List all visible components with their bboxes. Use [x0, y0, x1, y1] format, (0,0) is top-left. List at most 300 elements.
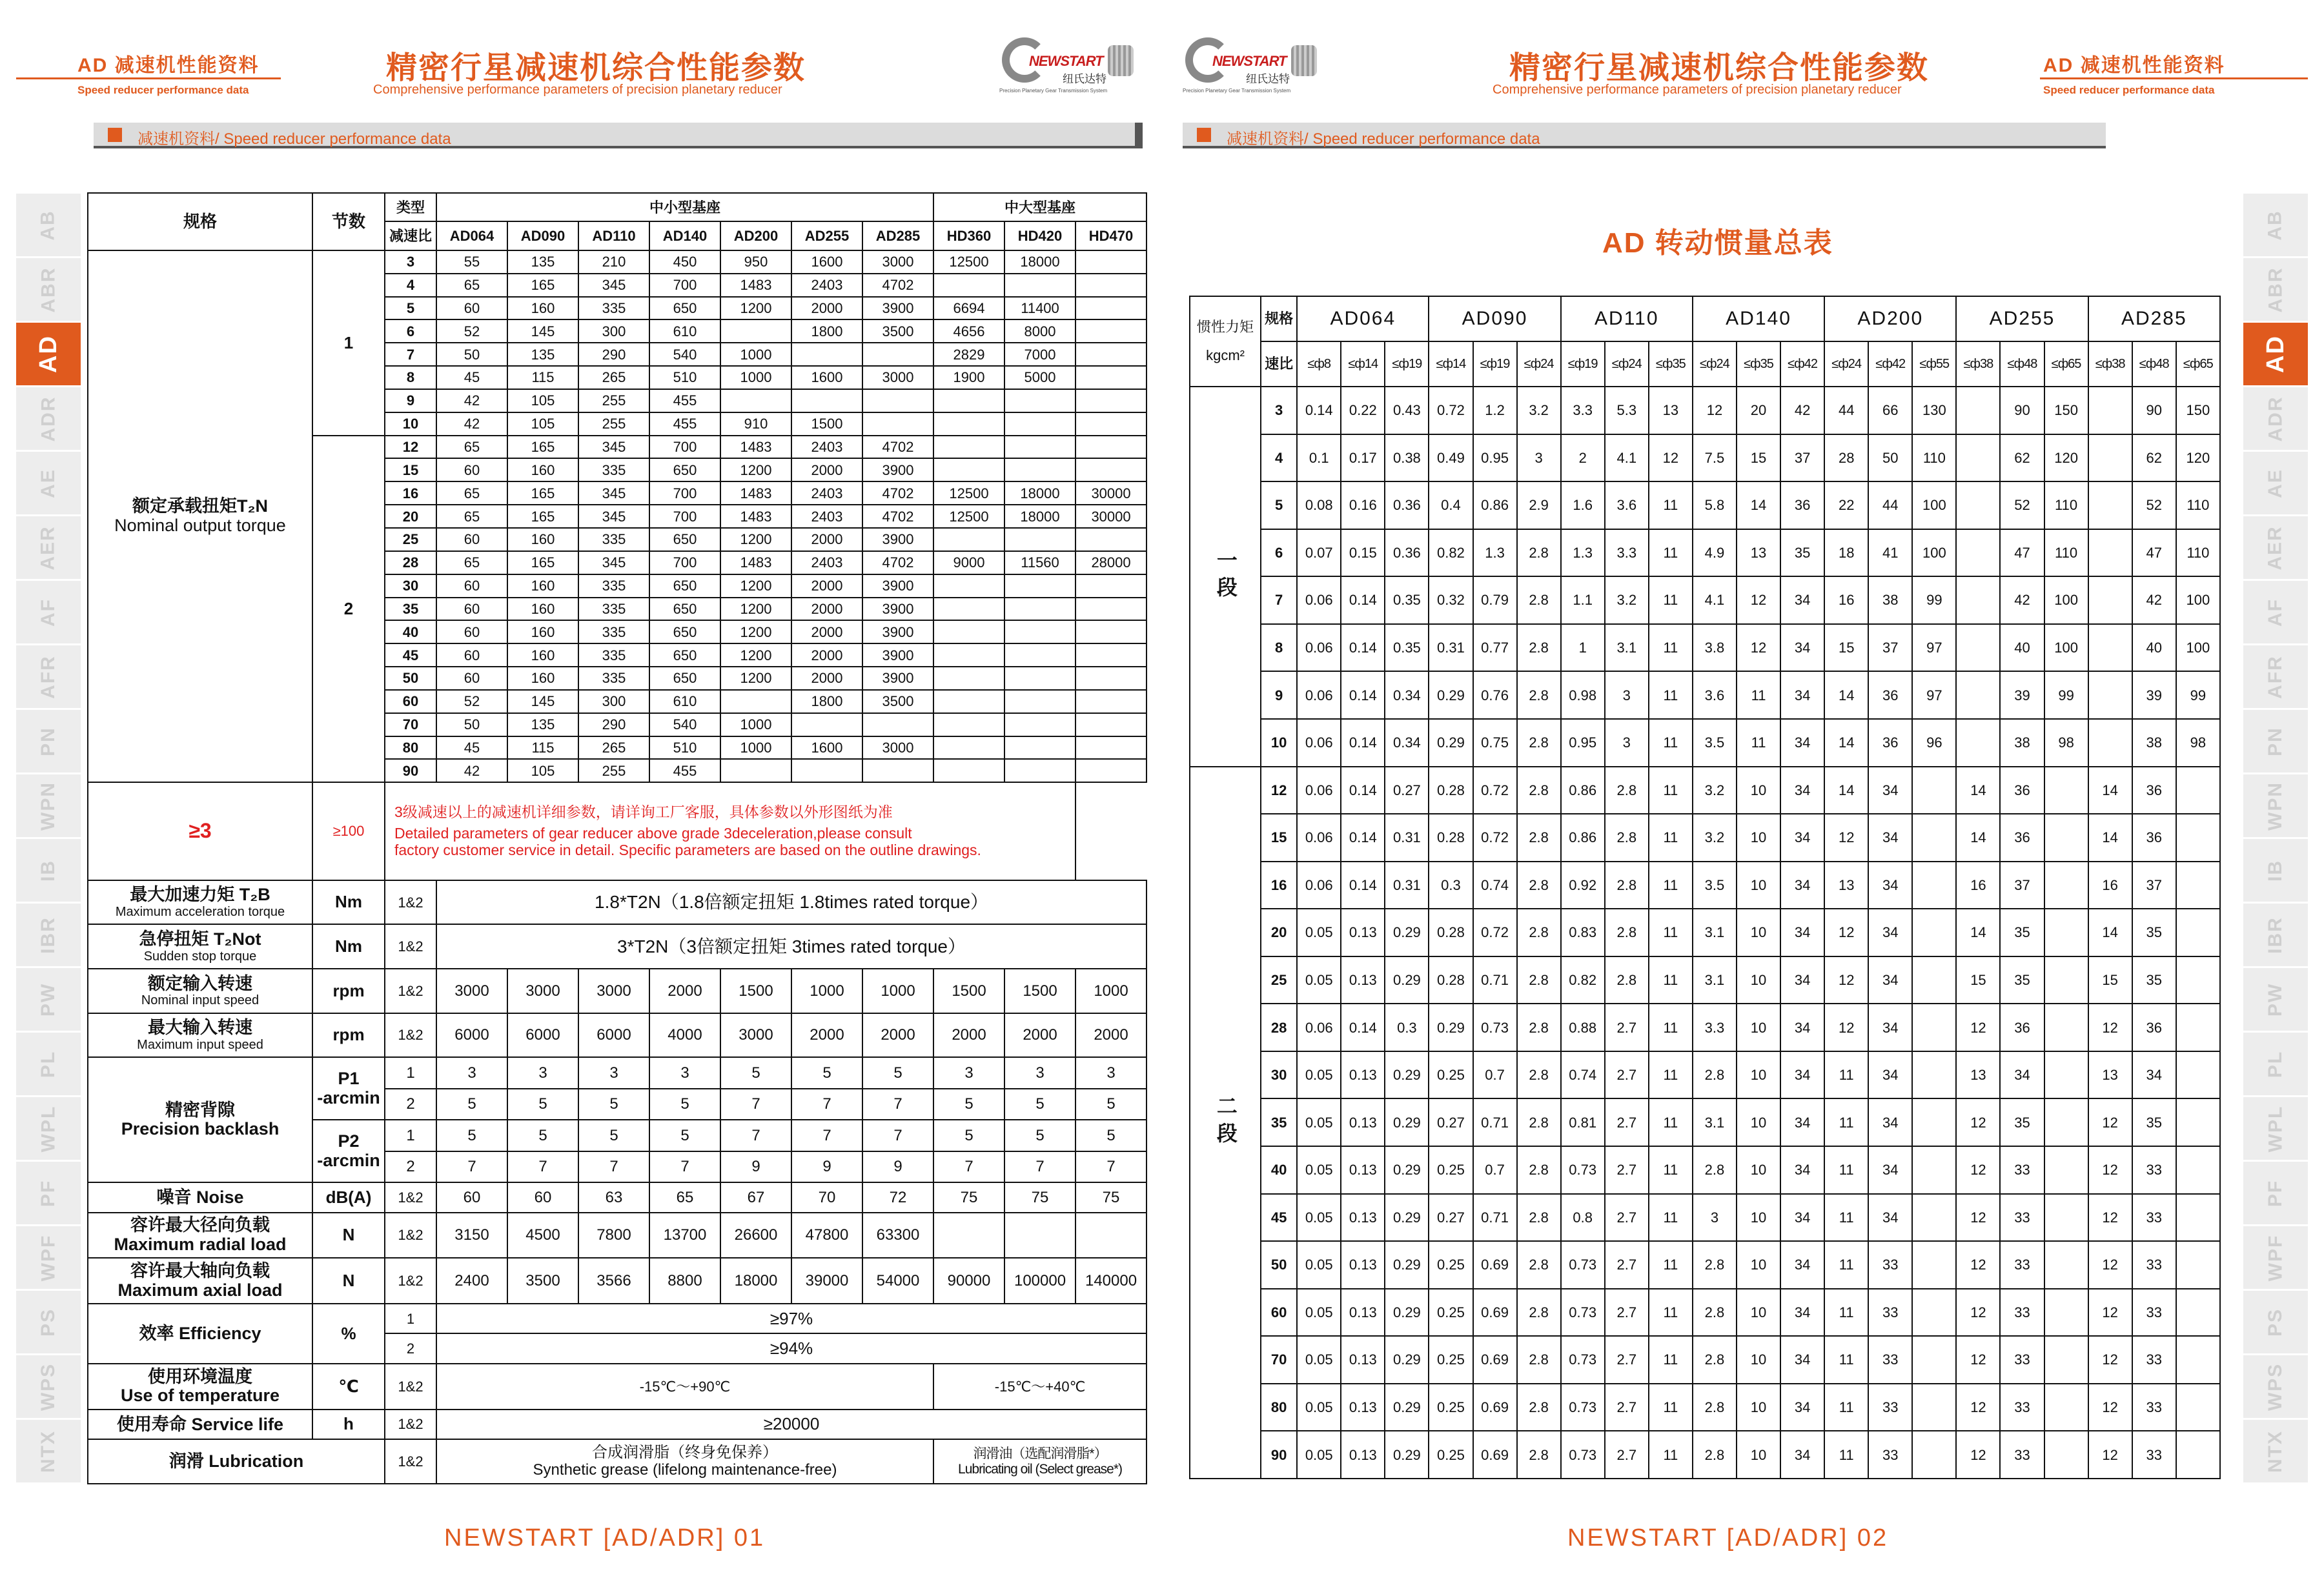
table-cell: 9	[791, 1151, 862, 1182]
side-tab-ib[interactable]	[16, 839, 81, 904]
table-cell: 35	[2132, 909, 2176, 956]
table-cell: 3000	[862, 736, 933, 760]
table-cell: 5	[1075, 1089, 1147, 1120]
table-cell: 335	[578, 297, 649, 320]
table-cell: 4656	[933, 319, 1004, 343]
side-tab-label: PS	[37, 1308, 59, 1337]
table-cell	[2044, 1051, 2088, 1099]
table-row	[1190, 341, 2220, 387]
table-cell: 28	[385, 551, 436, 574]
table-cell	[862, 343, 933, 366]
table-cell: 2.7	[1605, 1241, 1649, 1289]
table-cell: 540	[649, 343, 720, 366]
table-cell: 1000	[720, 343, 791, 366]
table-cell: 34	[1868, 1098, 1912, 1146]
table-cell: 2.8	[1605, 862, 1649, 909]
table-cell: 2.8	[1605, 767, 1649, 814]
header-shaft: ≤ф42	[1868, 341, 1912, 387]
table-cell: 5	[507, 1089, 578, 1120]
table-cell	[933, 736, 1004, 760]
table-cell	[2044, 1146, 2088, 1194]
table-cell	[1004, 389, 1075, 412]
table-cell: 3000	[862, 250, 933, 274]
table-cell: 335	[578, 458, 649, 481]
header-shaft: ≤ф55	[1912, 341, 1956, 387]
table-cell	[1075, 528, 1147, 551]
lub-small-cn: 合成润滑脂（终身免保养）	[592, 1444, 778, 1462]
table-cell: 28000	[1075, 551, 1147, 574]
side-tab-wpn[interactable]	[2243, 774, 2308, 839]
table-cell: 6694	[933, 297, 1004, 320]
side-tab-wpf[interactable]	[2243, 1226, 2308, 1291]
table-cell: 65	[436, 505, 507, 528]
page-title: 精密行星减速机综合性能参数	[386, 51, 806, 85]
table-cell: 2000	[862, 1013, 933, 1058]
table-cell: 3	[1517, 434, 1561, 482]
table-cell: 1500	[1004, 969, 1075, 1013]
life-label: 使用寿命 Service life	[88, 1410, 312, 1439]
table-row	[1190, 1194, 2220, 1242]
table-row	[1190, 1289, 2220, 1337]
side-tab-ab[interactable]	[16, 194, 81, 258]
efficiency-stage: 2	[385, 1333, 436, 1363]
table-cell: 36	[2132, 1004, 2176, 1051]
table-cell: 3.1	[1693, 956, 1737, 1004]
table-cell: 105	[507, 412, 578, 436]
table-cell: 2000	[933, 1013, 1004, 1058]
table-cell: 0.13	[1341, 1289, 1385, 1337]
side-tab-pn[interactable]	[16, 710, 81, 774]
table-cell: 47800	[791, 1213, 862, 1258]
side-tab-label: AD	[34, 335, 62, 373]
side-tab-ib[interactable]	[2243, 839, 2308, 904]
header-model: AD110	[578, 221, 649, 250]
table-cell: 34	[2000, 1051, 2044, 1099]
side-tab-abr[interactable]	[16, 258, 81, 323]
table-cell: 40	[385, 620, 436, 643]
side-tab-ae[interactable]	[2243, 452, 2308, 516]
side-tab-wps[interactable]	[2243, 1355, 2308, 1420]
table-row	[1190, 814, 2220, 862]
table-cell: 34	[1868, 767, 1912, 814]
table-cell: 5	[578, 1120, 649, 1151]
table-cell: 0.71	[1473, 1194, 1517, 1242]
table-cell: 70	[385, 713, 436, 736]
table-cell: 0.3	[1429, 862, 1473, 909]
table-cell	[2176, 1051, 2220, 1099]
table-cell: 1000	[720, 736, 791, 760]
side-tab-label: IB	[37, 859, 59, 882]
table-cell: 0.17	[1341, 434, 1385, 482]
table-cell: 1.3	[1473, 529, 1517, 577]
side-tab-label: ABR	[2265, 267, 2286, 312]
table-row	[88, 1304, 1147, 1333]
table-cell: 3000	[578, 969, 649, 1013]
table-cell: 3900	[862, 620, 933, 643]
table-cell: 2403	[791, 551, 862, 574]
table-cell: 1000	[791, 969, 862, 1013]
table-cell: 1200	[720, 598, 791, 621]
table-cell: 15	[2088, 956, 2132, 1004]
side-tab-label: PL	[2265, 1050, 2286, 1078]
max-speed-label-cn: 最大输入转速	[148, 1018, 252, 1038]
side-tab-wpf[interactable]	[16, 1226, 81, 1291]
table-cell: 10	[1737, 909, 1780, 956]
table-cell: 14	[1956, 814, 2000, 862]
side-tab-ae[interactable]	[16, 452, 81, 516]
section-subtitle: Speed reducer performance data	[2043, 84, 2215, 96]
table-cell: 0.3	[1385, 1004, 1429, 1051]
table-cell	[1956, 481, 2000, 529]
table-cell: 1.3	[1561, 529, 1605, 577]
table-cell: 0.43	[1385, 387, 1429, 434]
table-cell	[1075, 574, 1147, 598]
table-cell: 18	[1824, 529, 1868, 577]
header-model: HD420	[1004, 221, 1075, 250]
header-model: AD285	[862, 221, 933, 250]
table-cell: 0.06	[1297, 862, 1341, 909]
radial-stage: 1&2	[385, 1213, 436, 1258]
side-tab-label: WPN	[37, 781, 59, 831]
table-cell: 2000	[791, 620, 862, 643]
table-cell: 2000	[791, 574, 862, 598]
side-tab-wpn[interactable]	[16, 774, 81, 839]
table-cell: 12500	[933, 481, 1004, 505]
header-model: AD255	[1956, 296, 2088, 341]
table-cell: 255	[578, 389, 649, 412]
table-cell: 0.32	[1429, 576, 1473, 624]
table-row	[1190, 1146, 2220, 1194]
temperature-large: -15℃～+40℃	[933, 1364, 1147, 1410]
side-tab-aer[interactable]	[2243, 516, 2308, 581]
side-tab-pl[interactable]	[2243, 1033, 2308, 1097]
table-cell: 0.25	[1429, 1431, 1473, 1479]
table-cell: 60	[436, 598, 507, 621]
table-cell: 2	[1561, 434, 1605, 482]
table-cell: 0.82	[1429, 529, 1473, 577]
table-cell: 12	[2088, 1004, 2132, 1051]
side-tab-label: PN	[2265, 726, 2286, 756]
table-cell: 33	[2132, 1384, 2176, 1431]
header-shaft: ≤ф38	[1956, 341, 2000, 387]
table-cell	[2176, 1384, 2220, 1431]
side-tab-ab[interactable]	[2243, 194, 2308, 258]
efficiency-stage: 1	[385, 1304, 436, 1333]
table-cell: 160	[507, 643, 578, 667]
table-cell: 60	[436, 528, 507, 551]
table-cell: 50	[385, 667, 436, 690]
table-cell: 0.83	[1561, 909, 1605, 956]
table-cell: 165	[507, 551, 578, 574]
table-cell: 75	[1075, 1182, 1147, 1212]
side-tab-wpl[interactable]	[2243, 1097, 2308, 1162]
noise-label: 噪音 Noise	[88, 1182, 312, 1212]
table-cell	[1004, 620, 1075, 643]
table-row	[1190, 387, 2220, 434]
table-cell: 0.38	[1385, 434, 1429, 482]
table-cell: 11	[1824, 1241, 1868, 1289]
side-tab-label: PN	[37, 726, 59, 756]
side-tab-ibr[interactable]	[2243, 904, 2308, 968]
table-cell	[1004, 690, 1075, 713]
table-cell: 14	[1824, 767, 1868, 814]
header-model: AD090	[507, 221, 578, 250]
axial-stage: 1&2	[385, 1258, 436, 1304]
table-cell: 160	[507, 458, 578, 481]
header-shaft: ≤ф35	[1737, 341, 1780, 387]
table-cell: 4702	[862, 274, 933, 297]
table-cell: 12	[385, 436, 436, 459]
max-acc-label	[88, 880, 312, 925]
header-model: AD200	[720, 221, 791, 250]
table-cell: 34	[1780, 576, 1824, 624]
life-value: ≥20000	[436, 1410, 1147, 1439]
table-cell	[933, 574, 1004, 598]
table-cell: 165	[507, 481, 578, 505]
table-cell: 7	[1075, 1151, 1147, 1182]
table-cell: 135	[507, 250, 578, 274]
table-cell: 1483	[720, 551, 791, 574]
table-cell: 3.6	[1693, 671, 1737, 719]
table-cell: 52	[2132, 481, 2176, 529]
table-cell: 7	[791, 1089, 862, 1120]
table-cell: 3	[1261, 387, 1297, 434]
table-cell: 33	[2132, 1431, 2176, 1479]
table-cell: 12	[1261, 767, 1297, 814]
table-row	[88, 1410, 1147, 1439]
table-cell: 2.8	[1517, 1384, 1561, 1431]
side-tab-abr[interactable]	[2243, 258, 2308, 323]
table-cell: 12	[1956, 1004, 2000, 1051]
table-cell: 0.14	[1341, 719, 1385, 767]
table-cell: 110	[2044, 481, 2088, 529]
stage-3: ≥3	[88, 782, 312, 880]
table-cell: 6000	[507, 1013, 578, 1058]
side-tab-wps[interactable]	[16, 1355, 81, 1420]
side-tab-ps[interactable]	[16, 1291, 81, 1355]
side-tab-ibr[interactable]	[16, 904, 81, 968]
table-cell: 0.07	[1297, 529, 1341, 577]
side-tab-pw[interactable]	[16, 968, 81, 1033]
table-cell: 0.29	[1385, 1431, 1429, 1479]
table-cell: 0.74	[1561, 1051, 1605, 1099]
table-row	[88, 924, 1147, 969]
table-cell: 7	[649, 1151, 720, 1182]
table-cell: 1483	[720, 481, 791, 505]
table-cell: 3.2	[1693, 767, 1737, 814]
table-cell: 44	[1824, 387, 1868, 434]
side-tab-pf[interactable]	[16, 1162, 81, 1226]
lubrication-stage: 1&2	[385, 1439, 436, 1484]
estop-unit: Nm	[312, 924, 385, 969]
table-cell: 10	[1737, 1241, 1780, 1289]
table-cell: 11	[1649, 956, 1693, 1004]
side-tab-af[interactable]	[16, 581, 81, 645]
side-tab-adr[interactable]	[16, 387, 81, 452]
table-cell: 1200	[720, 574, 791, 598]
table-cell: 34	[1868, 909, 1912, 956]
table-cell: 2000	[791, 297, 862, 320]
table-cell: 14	[2088, 814, 2132, 862]
side-tab-ad[interactable]	[2243, 323, 2308, 387]
table-cell: 45	[436, 366, 507, 389]
temp-label-en: Use of temperature	[120, 1386, 280, 1406]
table-row	[88, 1364, 1147, 1410]
table-cell: 0.29	[1385, 956, 1429, 1004]
table-cell: 12	[1693, 387, 1737, 434]
table-cell: 150	[2044, 387, 2088, 434]
table-cell: 18000	[720, 1258, 791, 1304]
table-cell: 65	[436, 551, 507, 574]
table-cell: 7.5	[1693, 434, 1737, 482]
side-tab-pw[interactable]	[2243, 968, 2308, 1033]
side-tab-ad[interactable]	[16, 323, 81, 387]
table-cell: 300	[578, 690, 649, 713]
side-tab-aer[interactable]	[16, 516, 81, 581]
table-cell	[1075, 458, 1147, 481]
table-cell: 4	[385, 274, 436, 297]
side-tab-afr[interactable]	[16, 645, 81, 710]
table-cell: 11	[1824, 1098, 1868, 1146]
table-cell: 120	[2176, 434, 2220, 482]
table-cell: 2000	[791, 598, 862, 621]
table-cell: 100	[2176, 624, 2220, 672]
table-cell: 35	[385, 598, 436, 621]
table-cell: 30	[1261, 1051, 1297, 1099]
table-cell: 0.29	[1385, 1289, 1429, 1337]
table-cell	[862, 389, 933, 412]
table-cell: 335	[578, 620, 649, 643]
table-cell: 12	[2088, 1194, 2132, 1242]
side-tab-pl[interactable]	[16, 1033, 81, 1097]
table-cell: 100	[2044, 624, 2088, 672]
table-cell	[1956, 624, 2000, 672]
table-cell: 0.14	[1341, 1004, 1385, 1051]
table-row	[88, 1013, 1147, 1058]
side-tab-label: IBR	[37, 916, 59, 954]
table-cell: 10	[1737, 956, 1780, 1004]
side-tab-ntx[interactable]	[16, 1420, 81, 1484]
life-unit: h	[312, 1410, 385, 1439]
table-cell: 510	[649, 736, 720, 760]
table-cell: 105	[507, 389, 578, 412]
table-row	[1190, 1336, 2220, 1384]
side-tab-pf[interactable]	[2243, 1162, 2308, 1226]
table-cell	[2176, 814, 2220, 862]
table-cell	[1004, 667, 1075, 690]
table-cell	[1004, 713, 1075, 736]
table-cell: 610	[649, 319, 720, 343]
table-cell	[1075, 690, 1147, 713]
table-cell: 0.34	[1385, 719, 1429, 767]
table-cell	[1075, 667, 1147, 690]
side-tab-af[interactable]	[2243, 581, 2308, 645]
table-cell: 1.2	[1473, 387, 1517, 434]
table-cell: 3	[507, 1057, 578, 1088]
bar-square-icon	[1197, 128, 1211, 142]
table-cell: 11	[1649, 1051, 1693, 1099]
table-cell: 5	[862, 1057, 933, 1088]
table-cell: 2.8	[1517, 1241, 1561, 1289]
table-cell: 11	[1649, 1146, 1693, 1194]
table-cell: 0.73	[1561, 1336, 1605, 1384]
table-cell	[2044, 1431, 2088, 1479]
nominal-speed-stage: 1&2	[385, 969, 436, 1013]
table-cell: 45	[385, 643, 436, 667]
table-cell: 0.13	[1341, 909, 1385, 956]
side-tab-ps[interactable]	[2243, 1291, 2308, 1355]
noise-stage: 1&2	[385, 1182, 436, 1212]
table-cell: 0.25	[1429, 1289, 1473, 1337]
side-tab-label: AER	[2265, 525, 2286, 571]
table-cell: 12	[2088, 1431, 2132, 1479]
table-cell: 65	[436, 436, 507, 459]
table-cell: 13	[1649, 387, 1693, 434]
header-shaft: ≤ф19	[1561, 341, 1605, 387]
max-acc-value: 1.8*T2N（1.8倍额定扭矩 1.8times rated torque）	[436, 880, 1147, 925]
table-cell: 5	[385, 297, 436, 320]
table-cell: 39000	[791, 1258, 862, 1304]
table-cell	[1956, 576, 2000, 624]
side-tab-label: AF	[2265, 598, 2286, 627]
side-tab-ntx[interactable]	[2243, 1420, 2308, 1484]
table-cell	[933, 667, 1004, 690]
header-model: HD360	[933, 221, 1004, 250]
header-large-base: 中大型基座	[933, 193, 1147, 221]
table-cell: 14	[1824, 719, 1868, 767]
table-cell: 90	[2132, 387, 2176, 434]
table-cell	[2044, 1098, 2088, 1146]
table-cell: 3000	[436, 969, 507, 1013]
header-shaft: ≤ф38	[2088, 341, 2132, 387]
table-cell: 1000	[720, 366, 791, 389]
table-cell: 0.75	[1473, 719, 1517, 767]
table-row	[88, 880, 1147, 925]
side-tab-wpl[interactable]	[16, 1097, 81, 1162]
table-cell: 90	[385, 759, 436, 782]
table-cell: 11	[1649, 529, 1693, 577]
table-row	[1190, 671, 2220, 719]
table-cell: 0.69	[1473, 1384, 1517, 1431]
table-cell: 650	[649, 643, 720, 667]
table-cell	[2088, 529, 2132, 577]
table-cell	[2176, 1336, 2220, 1384]
table-cell	[1075, 274, 1147, 297]
table-cell: 1500	[720, 969, 791, 1013]
side-tab-pn[interactable]	[2243, 710, 2308, 774]
table-cell: 1	[385, 1057, 436, 1088]
table-cell	[2088, 719, 2132, 767]
table-cell: 60	[436, 643, 507, 667]
table-cell: 2.8	[1517, 1289, 1561, 1337]
side-tab-adr[interactable]	[2243, 387, 2308, 452]
side-tab-label: WPL	[37, 1105, 59, 1152]
radial-label-en: Maximum radial load	[114, 1235, 287, 1254]
table-cell: 2.8	[1517, 624, 1561, 672]
table-cell: 12	[2088, 1098, 2132, 1146]
table-cell: 2000	[791, 528, 862, 551]
axial-label-cn: 容许最大轴向负载	[130, 1261, 270, 1280]
table-cell: 2.8	[1517, 1051, 1561, 1099]
table-cell: 2.7	[1605, 1336, 1649, 1384]
table-cell: 1000	[1075, 969, 1147, 1013]
side-tab-afr[interactable]	[2243, 645, 2308, 710]
temperature-unit: ℃	[312, 1364, 385, 1410]
table-cell: 210	[578, 250, 649, 274]
side-tab-label: ABR	[37, 267, 59, 312]
table-cell	[862, 759, 933, 782]
table-cell	[1004, 598, 1075, 621]
